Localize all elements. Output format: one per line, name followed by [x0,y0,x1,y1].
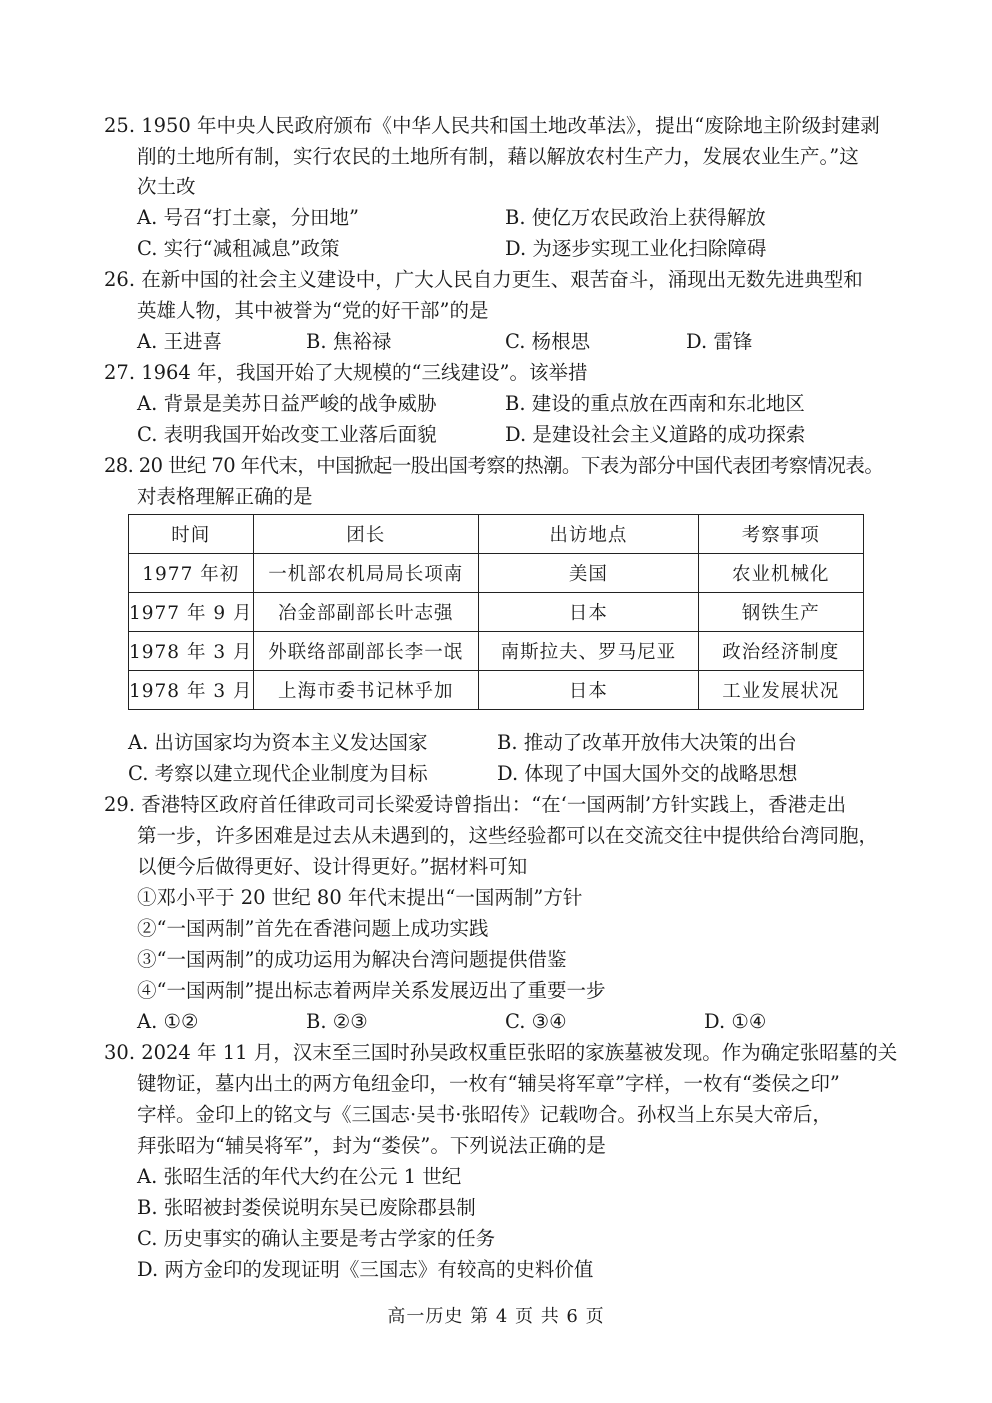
q29-stem-line-3: 以便今后做得更好、设计得更好。”据材料可知 [137,855,528,878]
q29-stem-line-2: 第一步，许多困难是过去从未遇到的，这些经验都可以在交流交往中提供给台湾同胞， [137,824,879,847]
q30-option-b: B. 张昭被封娄侯说明东吴已废除郡县制 [137,1196,476,1219]
q27-stem-line-1: 27. 1964 年，我国开始了大规模的“三线建设”。该举措 [104,361,588,384]
table-cell: 南斯拉夫、罗马尼亚 [479,632,698,671]
q29-stem-line-1: 29. 香港特区政府首任律政司司长梁爱诗曾指出：“在‘一国两制’方针实践上，香港走出 [104,793,847,816]
table-cell: 上海市委书记林乎加 [253,671,479,710]
table-row [129,632,864,671]
table-cell: 美国 [479,554,698,593]
q25-option-b: B. 使亿万农民政治上获得解放 [505,206,766,229]
page-footer: 高一历史 第 4 页 共 6 页 [387,1306,605,1327]
q30-stem-line-1: 30. 2024 年 11 月，汉末至三国时孙吴政权重臣张昭的家族墓被发现。作为确定张昭墓的关 [104,1041,898,1064]
table-header-cell: 时间 [129,515,254,554]
q25-option-d: D. 为逐步实现工业化扫除障碍 [505,237,767,260]
table-cell: 一机部农机局局长项南 [253,554,479,593]
q30-option-d: D. 两方金印的发现证明《三国志》有较高的史料价值 [137,1258,594,1281]
q26-option-c: C. 杨根思 [505,330,591,353]
q27-option-b: B. 建设的重点放在西南和东北地区 [505,392,805,415]
q29-option-d: D. ①④ [704,1010,767,1033]
table-cell: 钢铁生产 [698,593,863,632]
q26-option-d: D. 雷锋 [686,330,753,353]
q26-option-b: B. 焦裕禄 [306,330,392,353]
q25-stem-line-2: 削的土地所有制，实行农民的土地所有制，藉以解放农村生产力，发展农业生产。”这 [137,145,859,168]
q25-stem-line-1: 25. 1950 年中央人民政府颁布《中华人民共和国土地改革法》，提出“废除地主阶级封建剥 [104,114,880,137]
q30-option-c: C. 历史事实的确认主要是考古学家的任务 [137,1227,496,1250]
q29-statement-2: ②“一国两制”首先在香港问题上成功实践 [137,917,489,940]
table-cell: 工业发展状况 [698,671,863,710]
table-header-cell: 团长 [253,515,479,554]
q29-option-c: C. ③④ [505,1010,567,1033]
q25-stem-line-3: 次土改 [137,175,196,198]
table-cell: 外联络部副部长李一氓 [253,632,479,671]
q30-stem-line-3: 字样。金印上的铭文与《三国志·吴书·张昭传》记载吻合。孙权当上东吴大帝后， [137,1103,832,1126]
q30-stem-line-2: 键物证，墓内出土的两方龟纽金印，一枚有“辅吴将军章”字样，一枚有“娄侯之印” [137,1072,840,1095]
q29-statement-3: ③“一国两制”的成功运用为解决台湾问题提供借鉴 [137,948,567,971]
q30-option-a: A. 张昭生活的年代大约在公元 1 世纪 [137,1165,462,1188]
q27-option-a: A. 背景是美苏日益严峻的战争威胁 [137,392,437,415]
q29-option-a: A. ①② [137,1010,199,1033]
q28-stem-line-2: 对表格理解正确的是 [137,485,313,508]
q30-stem-line-4: 拜张昭为“辅吴将军”，封为“娄侯”。下列说法正确的是 [137,1134,606,1157]
table-header-row [129,515,864,554]
table-row [129,554,864,593]
q28-option-b: B. 推动了改革开放伟大决策的出台 [497,731,797,754]
table-cell: 政治经济制度 [698,632,863,671]
table-cell: 农业机械化 [698,554,863,593]
table-cell: 日本 [479,671,698,710]
q28-option-a: A. 出访国家均为资本主义发达国家 [128,731,428,754]
q29-option-b: B. ②③ [306,1010,368,1033]
table-header-cell: 出访地点 [479,515,698,554]
table-cell: 1977 年初 [129,554,254,593]
q25-option-a: A. 号召“打土豪，分田地” [137,206,359,229]
delegation-table [128,514,864,710]
q28-stem-line-1: 28. 20 世纪 70 年代末，中国掀起一股出国考察的热潮。下表为部分中国代表团考察情况表。 [104,454,884,477]
q27-option-d: D. 是建设社会主义道路的成功探索 [505,423,806,446]
table-cell: 1978 年 3 月 [129,632,254,671]
table-cell: 日本 [479,593,698,632]
q28-option-c: C. 考察以建立现代企业制度为目标 [128,762,428,785]
q26-stem-line-1: 26. 在新中国的社会主义建设中，广大人民自力更生、艰苦奋斗，涌现出无数先进典型和 [104,268,863,291]
table-cell: 1978 年 3 月 [129,671,254,710]
table-cell: 1977 年 9 月 [129,593,254,632]
table-row [129,671,864,710]
q26-stem-line-2: 英雄人物，其中被誉为“党的好干部”的是 [137,299,489,322]
q28-option-d: D. 体现了中国大国外交的战略思想 [497,762,798,785]
q29-statement-4: ④“一国两制”提出标志着两岸关系发展迈出了重要一步 [137,979,606,1002]
table-cell: 冶金部副部长叶志强 [253,593,479,632]
q29-statement-1: ①邓小平于 20 世纪 80 年代末提出“一国两制”方针 [137,886,583,909]
table-row [129,593,864,632]
q27-option-c: C. 表明我国开始改变工业落后面貌 [137,423,437,446]
table-header-cell: 考察事项 [698,515,863,554]
q26-option-a: A. 王进喜 [137,330,222,353]
q25-option-c: C. 实行“减租减息”政策 [137,237,340,260]
